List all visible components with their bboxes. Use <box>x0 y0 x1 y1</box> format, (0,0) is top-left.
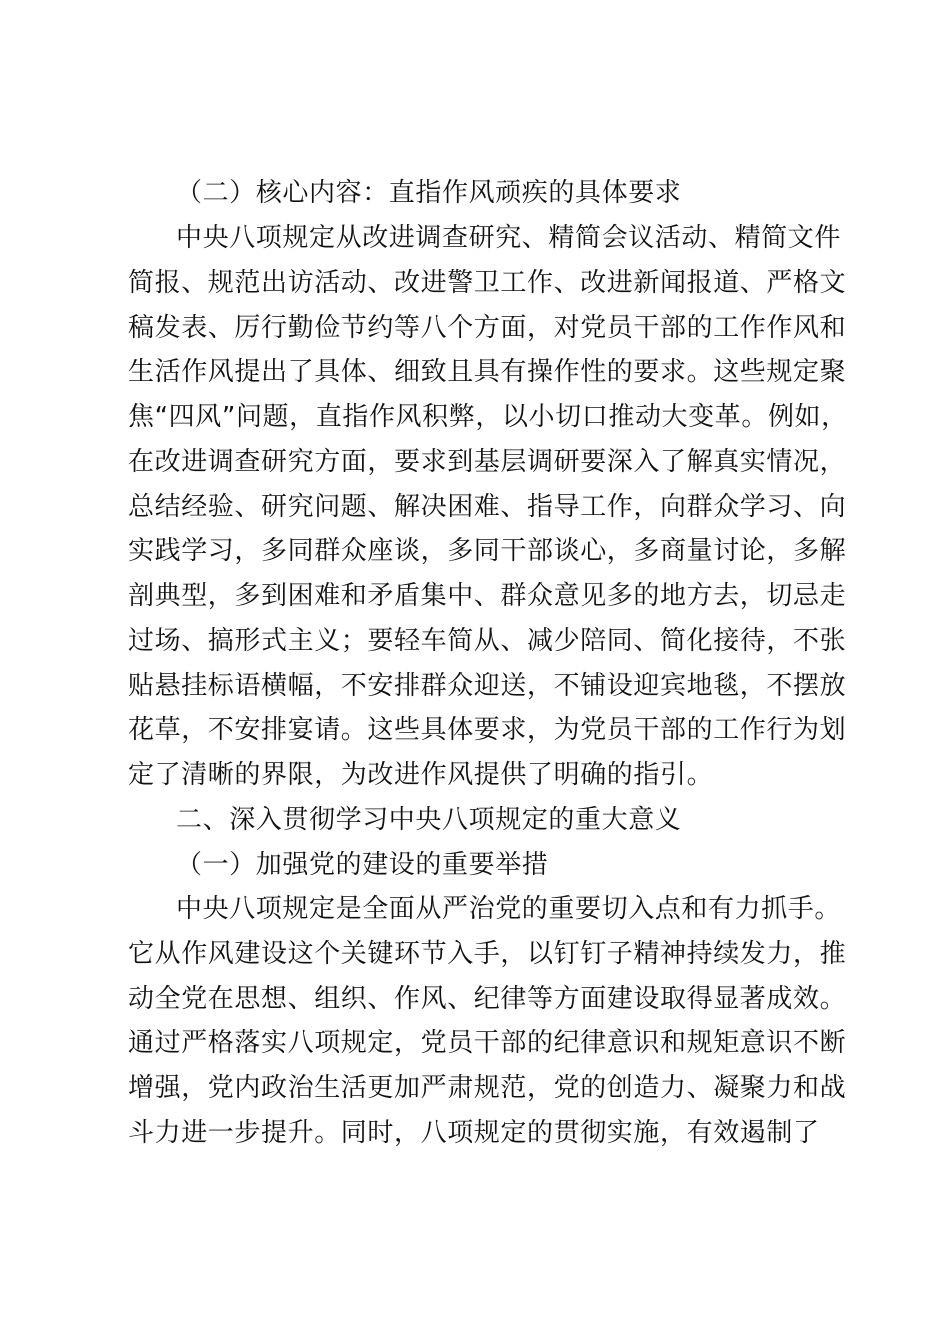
paragraph-line: 过场、搞形式主义；要轻车简从、减少陪同、简化接待，不张 <box>128 626 847 656</box>
paragraph-line: 稿发表、厉行勤俭节约等八个方面，对党员干部的工作作风和 <box>128 313 847 343</box>
paragraph-line: 总结经验、研究问题、解决困难、指导工作，向群众学习、向 <box>128 492 847 522</box>
section-heading-core-content: （二）核心内容：直指作风顽疾的具体要求 <box>176 178 682 208</box>
paragraph-line: 生活作风提出了具体、细致且具有操作性的要求。这些规定聚 <box>128 357 847 387</box>
section-heading-significance: 二、深入贯彻学习中央八项规定的重大意义 <box>176 805 682 835</box>
paragraph-line: 定了清晰的界限，为改进作风提供了明确的指引。 <box>128 760 714 790</box>
paragraph-line: 在改进调查研究方面，要求到基层调研要深入了解真实情况， <box>128 447 847 477</box>
paragraph-line: 实践学习，多同群众座谈，多同干部谈心，多商量讨论，多解 <box>128 536 847 566</box>
paragraph-line: 它从作风建设这个关键环节入手，以钉钉子精神持续发力，推 <box>128 939 847 969</box>
paragraph-line: 中央八项规定从改进调查研究、精简会议活动、精简文件 <box>176 223 842 253</box>
paragraph-line: 通过严格落实八项规定，党员干部的纪律意识和规矩意识不断 <box>128 1028 847 1058</box>
paragraph-line: 剖典型，多到困难和矛盾集中、群众意见多的地方去，切忌走 <box>128 581 847 611</box>
paragraph-line: 增强，党内政治生活更加严肃规范，党的创造力、凝聚力和战 <box>128 1073 847 1103</box>
paragraph-line: 焦“四风”问题，直指作风积弊，以小切口推动大变革。例如， <box>128 402 848 432</box>
paragraph-line: 简报、规范出访活动、改进警卫工作、改进新闻报道、严格文 <box>128 268 847 298</box>
subsection-heading-party-building: （一）加强党的建设的重要举措 <box>176 850 549 880</box>
paragraph-line: 斗力进一步提升。同时，八项规定的贯彻实施，有效遏制了 <box>128 1118 820 1148</box>
paragraph-line: 花草，不安排宴请。这些具体要求，为党员干部的工作行为划 <box>128 715 847 745</box>
paragraph-line: 中央八项规定是全面从严治党的重要切入点和有力抓手。 <box>176 894 842 924</box>
paragraph-line: 动全党在思想、组织、作风、纪律等方面建设取得显著成效。 <box>128 984 847 1014</box>
paragraph-line: 贴悬挂标语横幅，不安排群众迎送，不铺设迎宾地毯，不摆放 <box>128 671 847 701</box>
